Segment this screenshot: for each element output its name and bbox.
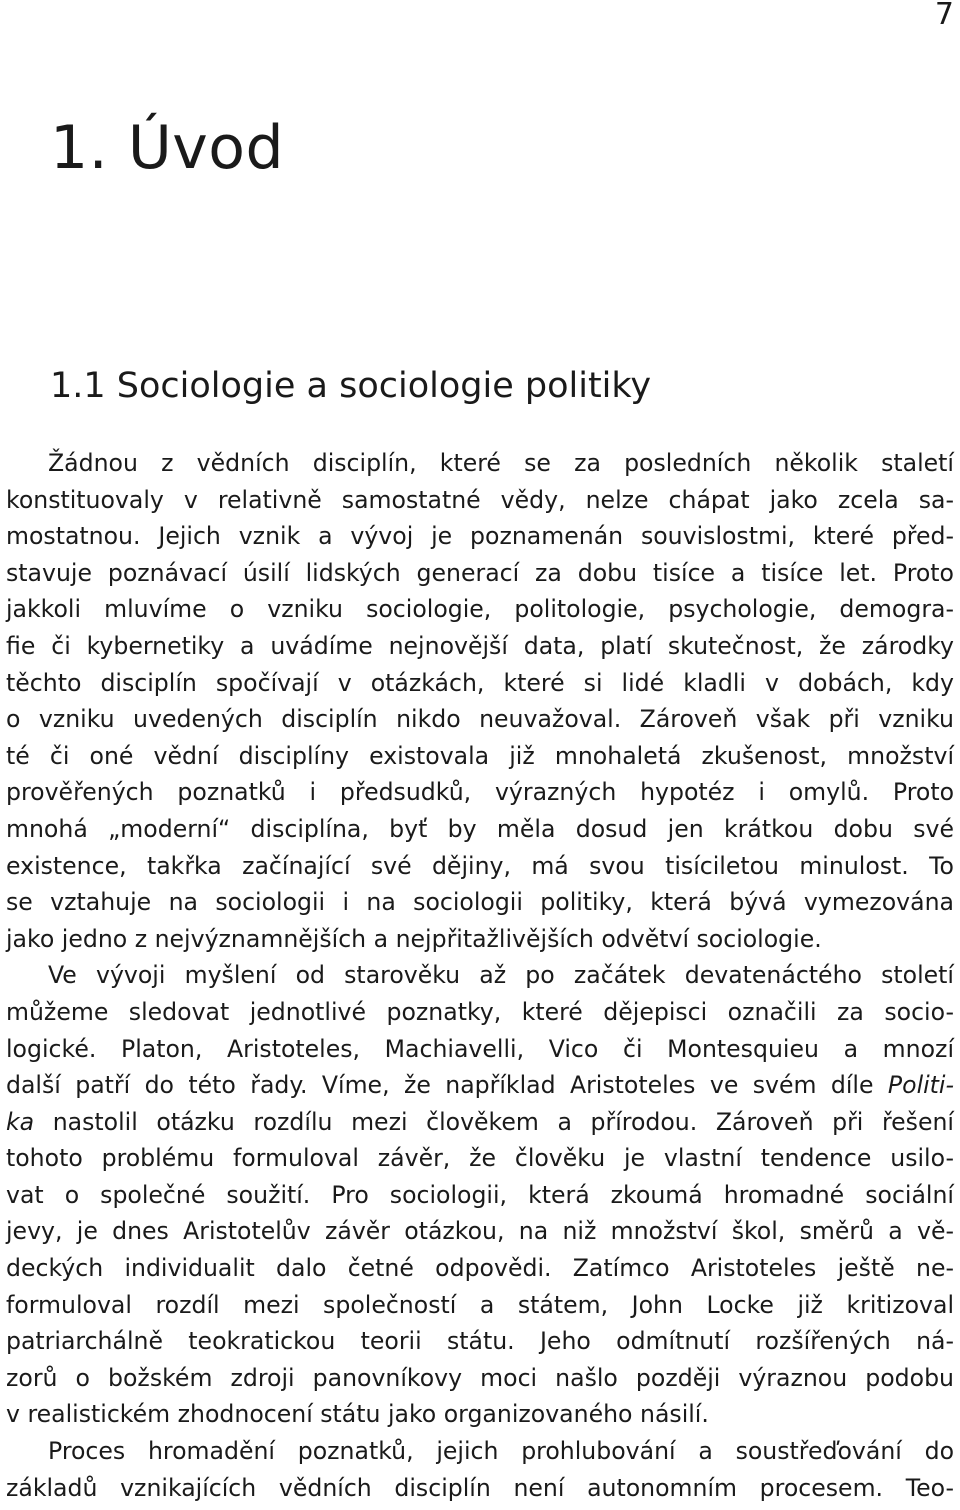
text-line: Ve vývoji myšlení od starověku až po začátek devatenáctého století (48, 961, 954, 990)
text-line: těchto disciplín spočívají v otázkách, které si lidé kladli v dobách, kdy (6, 668, 954, 697)
text-line: se vztahuje na sociologii i na sociologii politiky, která bývá vymezována (6, 888, 954, 917)
text-line: jevy, je dnes Aristotelův závěr otázkou, na niž množství škol, směrů a vě- (6, 1217, 954, 1246)
text-line: existence, takřka začínající své dějiny, má svou tisíciletou minulost. To (6, 851, 954, 880)
chapter-title: 1. Úvod (50, 113, 285, 183)
text-line: jakkoli mluvíme o vzniku sociologie, politologie, psychologie, demogra- (6, 595, 954, 624)
text-line: té či oné vědní disciplíny existovala již mnohaletá zkušenost, množství (6, 741, 954, 770)
text-line: prověřených poznatků i předsudků, výrazných hypotéz i omylů. Proto (6, 778, 954, 807)
text-fragment: další patří do této řady. Víme, že například Aristoteles ve svém díle (6, 1071, 888, 1100)
text-line: Proces hromadění poznatků, jejich prohlubování a soustřeďování do (48, 1437, 954, 1466)
text-line (6, 1104, 954, 1141)
section-title: 1.1 Sociologie a sociologie politiky (50, 366, 652, 406)
book-title-italic: ka (6, 1107, 35, 1136)
body-text (6, 445, 954, 1506)
text-line: tohoto problému formuloval závěr, že člověku je vlastní tendence usilo- (6, 1144, 954, 1173)
text-line: logické. Platon, Aristoteles, Machiavelli, Vico či Montesquieu a mnozí (6, 1034, 954, 1063)
text-line: deckých individualit dalo četné odpovědi. Zatímco Aristoteles ještě ne- (6, 1254, 954, 1283)
book-title-italic: Politi- (887, 1071, 954, 1100)
text-line: v realistickém zhodnocení státu jako organizovaného násilí. (6, 1400, 709, 1429)
text-line (6, 1067, 954, 1104)
text-fragment: nastolil otázku rozdílu mezi člověkem a přírodou. Zároveň při řešení (34, 1107, 954, 1136)
text-line: formuloval rozdíl mezi společností a státem, John Locke již kritizoval (6, 1290, 954, 1319)
text-line: můžeme sledovat jednotlivé poznatky, které dějepisci označili za socio- (6, 997, 954, 1026)
text-line: vat o společné soužití. Pro sociologii, která zkoumá hromadné sociální (6, 1180, 954, 1209)
text-line: mostatnou. Jejich vznik a vývoj je poznamenán souvislostmi, které před- (6, 522, 954, 551)
text-line: stavuje poznávací úsilí lidských generací za dobu tisíce a tisíce let. Proto (6, 558, 954, 587)
text-line: o vzniku uvedených disciplín nikdo neuvažoval. Zároveň však při vzniku (6, 705, 954, 734)
text-line: konstituovaly v relativně samostatné vědy, nelze chápat jako zcela sa- (6, 485, 954, 514)
text-line: fie či kybernetiky a uvádíme nejnovější data, platí skutečnost, že zárodky (6, 631, 954, 660)
page-number: 7 (934, 0, 954, 32)
text-line: zorů o božském zdroji panovníkovy moci našlo později výraznou podobu (6, 1363, 954, 1392)
text-line: jako jedno z nejvýznamnějších a nejpřitažlivějších odvětví sociologie. (6, 924, 822, 953)
text-line: mnohá „moderní“ disciplína, byť by měla dosud jen krátkou dobu své (6, 814, 954, 843)
text-line: patriarchálně teokratickou teorii státu. Jeho odmítnutí rozšířených ná- (6, 1327, 954, 1356)
text-line: základů vznikajících vědních disciplín není autonomním procesem. Teo- (6, 1473, 954, 1502)
text-line: Žádnou z vědních disciplín, které se za posledních několik staletí (48, 449, 954, 477)
